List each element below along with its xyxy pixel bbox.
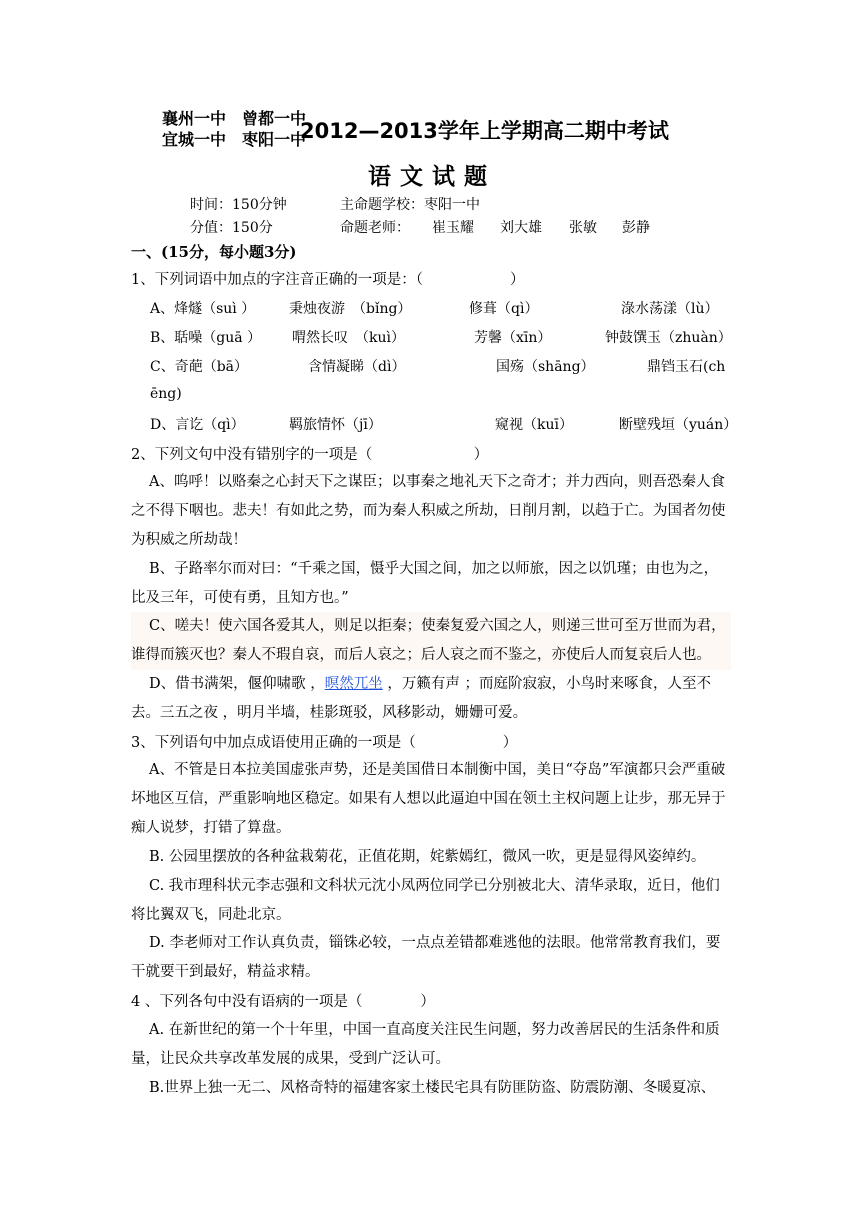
q1-option-d: D、言讫（qì） — [150, 417, 245, 433]
q1-option-a: A、烽燧（suì ） — [150, 301, 256, 317]
teachers-label: 命题老师： — [340, 220, 410, 236]
q1-option-c-word: 国殇（shāng） — [496, 359, 595, 375]
q1-option-a-word: 修葺（qì） — [469, 301, 539, 317]
subject-title: 语文试题 — [368, 164, 496, 190]
school-names — [162, 108, 306, 150]
lead-school: 主命题学校：枣阳一中 — [340, 197, 480, 213]
q4-option-b: B.世界上独一无二、风格奇特的福建客家土楼民宅具有防匪防盗、防震防潮、冬暖夏凉、 — [149, 1080, 716, 1096]
q3-option-a: A、不管是日本拉美国虚张声势，还是美国借日本制衡中国，美日“夺岛”军演都只会严重破坏地区互信，严重影响地区稳定。如果有人想以此逼迫中国在领土主权问题上让步，那无异于痴人说梦，打错了算盘。 — [131, 762, 726, 836]
schools-row-2: 宜城一中 枣阳一中 — [162, 130, 307, 149]
exam-time: 时间：150分钟 — [190, 197, 287, 213]
q1-option-c-word: 含情凝睇（dì） — [308, 359, 406, 375]
q1-option-b-word: 喟然长叹 （kuì） — [292, 330, 405, 346]
question-2-stem: 2、下列文句中没有错别字的一项是（ ） — [131, 447, 489, 463]
teacher-name: 彭静 — [622, 220, 650, 236]
q1-option-d-word: 羁旅情怀（jī） — [289, 417, 382, 433]
question-1-stem: 1、下列词语中加点的字注音正确的一项是：（ ） — [131, 272, 525, 288]
section-heading: 一、(15分，每小题3分) — [131, 243, 297, 261]
teacher-name: 崔玉耀 — [432, 220, 474, 236]
exam-score: 分值：150分 — [190, 220, 273, 236]
q1-option-a-word: 秉烛夜游 （bǐng） — [289, 301, 412, 317]
q2-option-c: C、嗟夫！使六国各爱其人，则足以拒秦；使秦复爱六国之人，则递三世可至万世而为君，谁得而簇灭也？秦人不瑕自哀，而后人哀之；后人哀之而不鉴之，亦使后人而复哀后人也。 — [131, 612, 731, 670]
q1-option-d-word: 断壁残垣（yuán） — [619, 417, 738, 433]
q2-option-d-text: ，万籁有声 ；而庭阶寂寂，小鸟时来啄食，人至不去。三五之夜 ，明月半墙，桂影斑驳，风移影动，姗姗可爱。 — [131, 676, 711, 721]
q3-option-d: D. 李老师对工作认真负责，锱铢必较，一点点差错都难逃他的法眼。他常常教育我们，要干就要干到最好，精益求精。 — [131, 935, 721, 980]
q1-option-c-wrap: ēng) — [150, 386, 182, 402]
teacher-name: 刘大雄 — [500, 220, 542, 236]
q2-option-d — [131, 670, 731, 728]
q1-option-a-word: 淥水荡漾（lù） — [621, 301, 719, 317]
exam-title: 2012—2013学年上学期高二期中考试 — [300, 119, 669, 143]
question-4-stem: 4 、下列各句中没有语病的一项是（ ） — [131, 994, 435, 1010]
q3-option-b: B. 公园里摆放的各种盆栽菊花，正值花期，姹紫嫣红，微风一吹，更是显得风姿绰约。 — [149, 849, 706, 865]
q1-option-b: B、聒噪（guā ） — [150, 330, 262, 346]
hyperlink[interactable]: 暝然兀坐 — [324, 676, 383, 692]
schools-row-1: 襄州一中 曾都一中 — [162, 109, 307, 128]
q2-option-a: A、呜呼！以赂秦之心封天下之谋臣；以事秦之地礼天下之奇才；并力西向，则吾恐秦人食之不得下咽也。悲夫！有如此之势，而为秦人积威之所劫，日削月割，以趋于亡。为国者勿使为积威之所劫哉！ — [131, 474, 726, 548]
q3-option-c: C. 我市理科状元李志强和文科状元沈小凤两位同学已分别被北大、清华录取，近日，他们将比翼双飞，同赴北京。 — [131, 878, 720, 923]
question-3-stem: 3、下列语句中加点成语使用正确的一项是（ ） — [131, 735, 518, 751]
q2-option-d-text: D、借书满架，偃仰啸歌 ， — [149, 676, 325, 692]
q1-option-b-word: 钟鼓馔玉（zhuàn） — [605, 330, 732, 346]
q1-option-b-word: 芳馨（xīn） — [474, 330, 552, 346]
q2-option-b: B、子路率尔而对曰：“千乘之国，慑乎大国之间，加之以师旅，因之以饥瑾；由也为之，比及三年，可使有勇，且知方也。” — [131, 561, 719, 606]
q1-option-c-word: 鼎铛玉石(ch — [647, 359, 726, 375]
q4-option-a: A. 在新世纪的第一个十年里，中国一直高度关注民生问题，努力改善居民的生活条件和质量，让民众共享改革发展的成果，受到广泛认可。 — [131, 1022, 720, 1067]
q1-option-c: C、奇葩（bā） — [150, 359, 249, 375]
q1-option-d-word: 窥视（kuī） — [495, 417, 573, 433]
teacher-name: 张敏 — [569, 220, 597, 236]
